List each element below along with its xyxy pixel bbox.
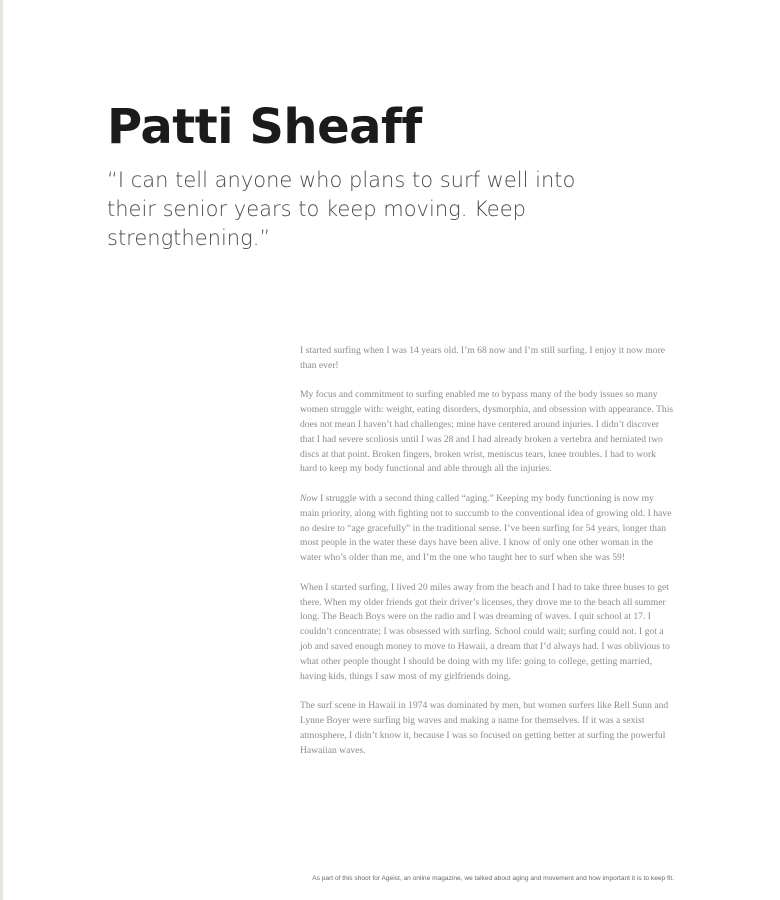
body-paragraph-4: When I started surfing, I lived 20 miles away from the beach and I had to take three buses to get there. When my older friends got their driver’s licenses, they drove me to the beach all summer long. The Beach Boys were on the radio and I was dreaming of waves. I quit school at 17. I couldn’t concentrate; I was obsessed with surfing. School could wait; surfing could not. I got a job and saved enough money to move to Hawaii, a dream that I’d always had. I was oblivious to what other people thought I should be doing with my life: going to college, getting married, having kids, things I saw most of my girlfriends doing. — [300, 581, 670, 682]
body-paragraph-3-text: I struggle with a second thing called “aging.” Keeping my body functioning is now my main priority, along with fighting not to succumb to the conventional idea of growing old. I have no desire to “age gracefully” in the traditional sense. I’ve been surfing for 54 years, longer than most people in the water these days have been alive. I know of only one other woman in the water who’s older than me, and I’m the one who taught her to surf when she was 59! — [300, 492, 672, 564]
page-left-edge — [0, 0, 3, 900]
body-paragraph-2: My focus and commitment to surfing enabled me to bypass many of the body issues so many women struggle with: weight, eating disorders, dysmorphia, and obsession with appearance. This does not mean I haven’t had challenges; mine have centered around injuries. I didn’t discover that I had severe scoliosis until I was 28 and I had already broken a vertebra and herniated two discs at that point. Broken fingers, broken wrist, meniscus tears, knee troubles. I had to work hard to keep my body functional and able through all the injuries. — [300, 389, 674, 475]
body-paragraph-1: I started surfing when I was 14 years old. I’m 68 now and I’m still surfing. I enjoy it now more than ever! — [300, 345, 666, 371]
body-paragraph-5: The surf scene in Hawaii in 1974 was dominated by men, but women surfers like Rell Sunn and Lynne Boyer were surfing big waves and making a name for themselves. If it was a sexist atmosphere, I didn’t know it, because I was so focused on getting better at surfing the powerful Hawaiian waves. — [300, 700, 669, 756]
body-paragraph-3-lead: Now — [300, 492, 318, 504]
article-body — [300, 344, 674, 773]
page-title: Patti Sheaff — [107, 99, 422, 155]
body-paragraph-3 — [300, 492, 674, 566]
pull-quote: “I can tell anyone who plans to surf well into their senior years to keep moving. Keep strengthening.” — [107, 168, 576, 250]
photo-caption: As part of this shoot for Ageist, an online magazine, we talked about aging and movement and how important it is to keep fit. — [312, 875, 674, 882]
